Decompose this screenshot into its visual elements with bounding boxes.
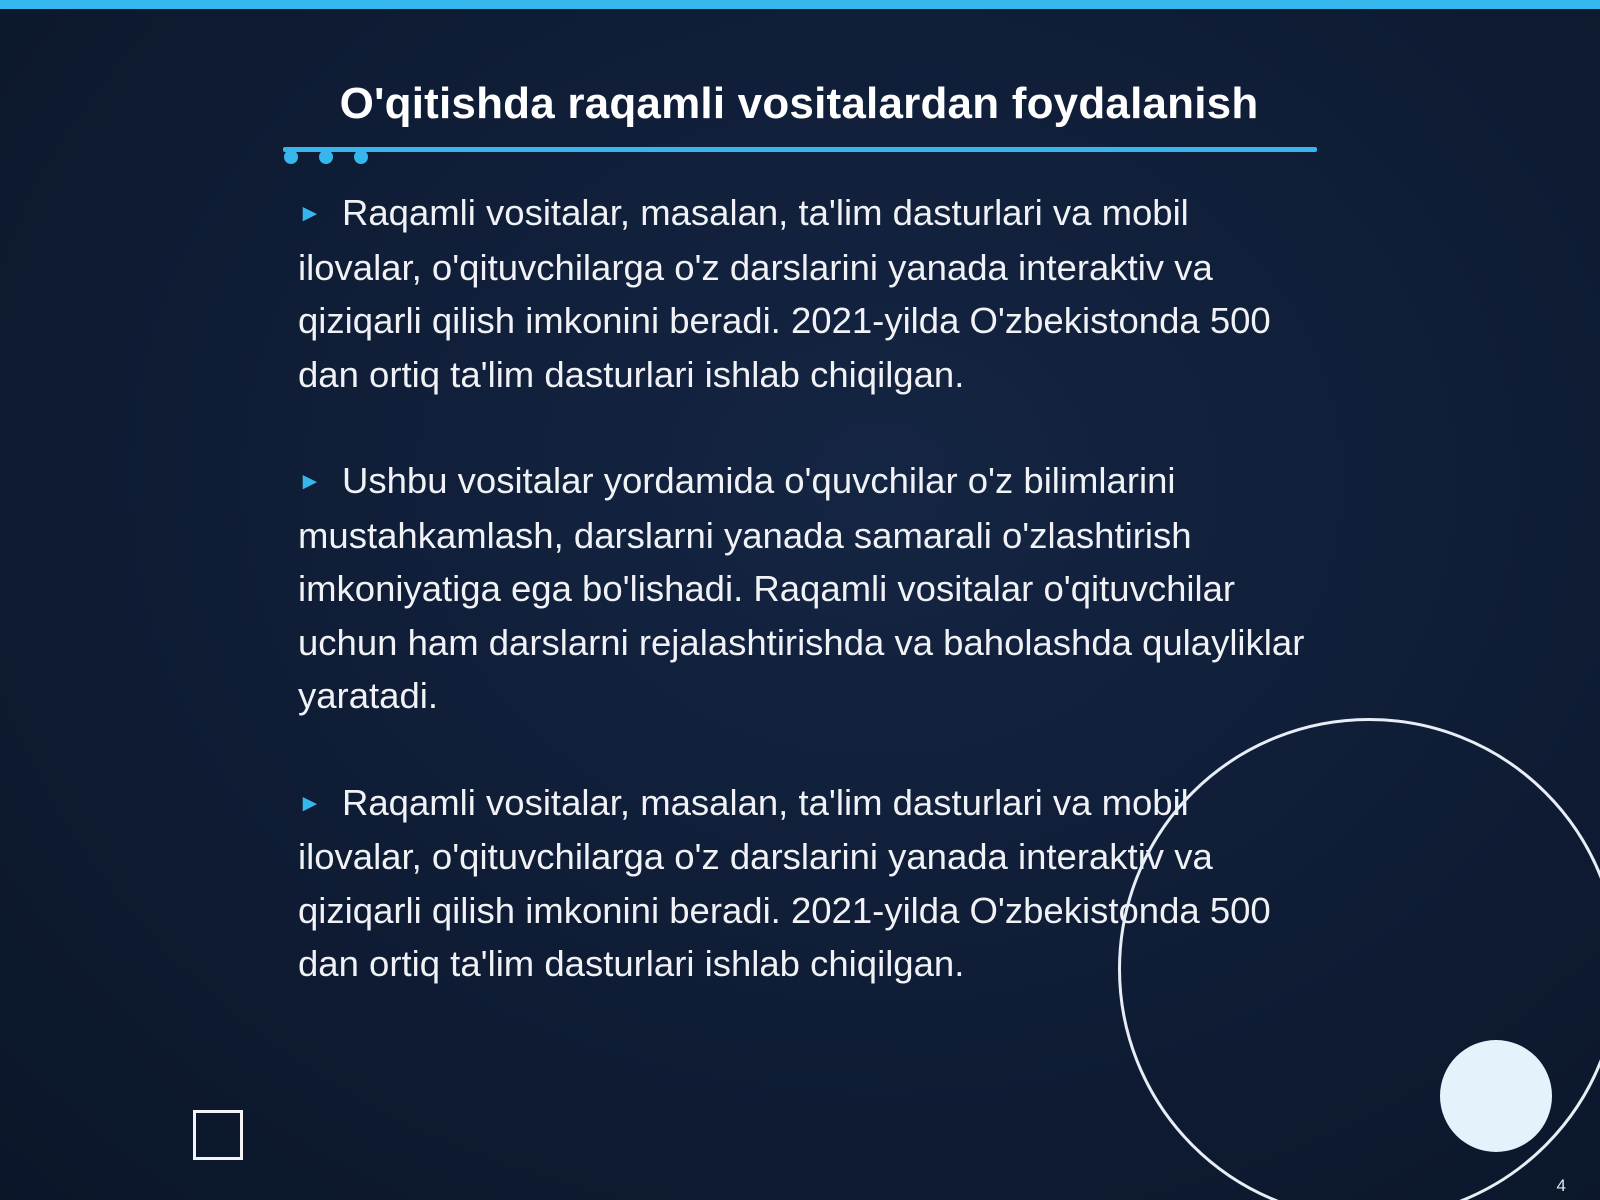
bullet-arrow-icon: ► xyxy=(298,468,322,495)
decorative-dot xyxy=(319,150,333,164)
bullet-item xyxy=(298,454,1308,723)
bullet-text: Ushbu vositalar yordamida o'quvchilar o'z bilimlarini mustahkamlash, darslarni yanada samarali o'zlashtirish imkoniyatiga ega bo'lishadi. Raqamli vositalar o'qituvchilar uchun ham darslarni rejalashtirishda va baholashda qulayliklar yaratadi. xyxy=(298,460,1305,716)
bullet-arrow-icon: ► xyxy=(298,200,322,227)
bullet-text: Raqamli vositalar, masalan, ta'lim dasturlari va mobil ilovalar, o'qituvchilarga o'z darslarini yanada interaktiv va qiziqarli qilish imkonini beradi. 2021-yilda O'zbekistonda 500 dan ortiq ta'lim dasturlari ishlab chiqilgan. xyxy=(298,192,1271,395)
decorative-dot xyxy=(284,150,298,164)
top-accent-bar xyxy=(0,0,1600,9)
bullet-item xyxy=(298,186,1308,401)
slide-title: O'qitishda raqamli vositalardan foydalanish xyxy=(339,79,1259,128)
page-number: 4 xyxy=(1556,1176,1566,1195)
bullet-arrow-icon: ► xyxy=(298,789,322,817)
title-underline xyxy=(283,147,1317,152)
decorative-filled-circle xyxy=(1440,1040,1552,1152)
decorative-dot xyxy=(354,150,368,164)
decorative-square-outline xyxy=(193,1110,243,1160)
bullet-text: Raqamli vositalar, masalan, ta'lim dasturlari va mobil ilovalar, o'qituvchilarga o'z darslarini yanada interaktiv va qiziqarli qilish imkonini beradi. 2021-yilda O'zbekistonda 500 dan ortiq ta'lim dasturlari ishlab chiqilgan. xyxy=(298,781,1271,984)
